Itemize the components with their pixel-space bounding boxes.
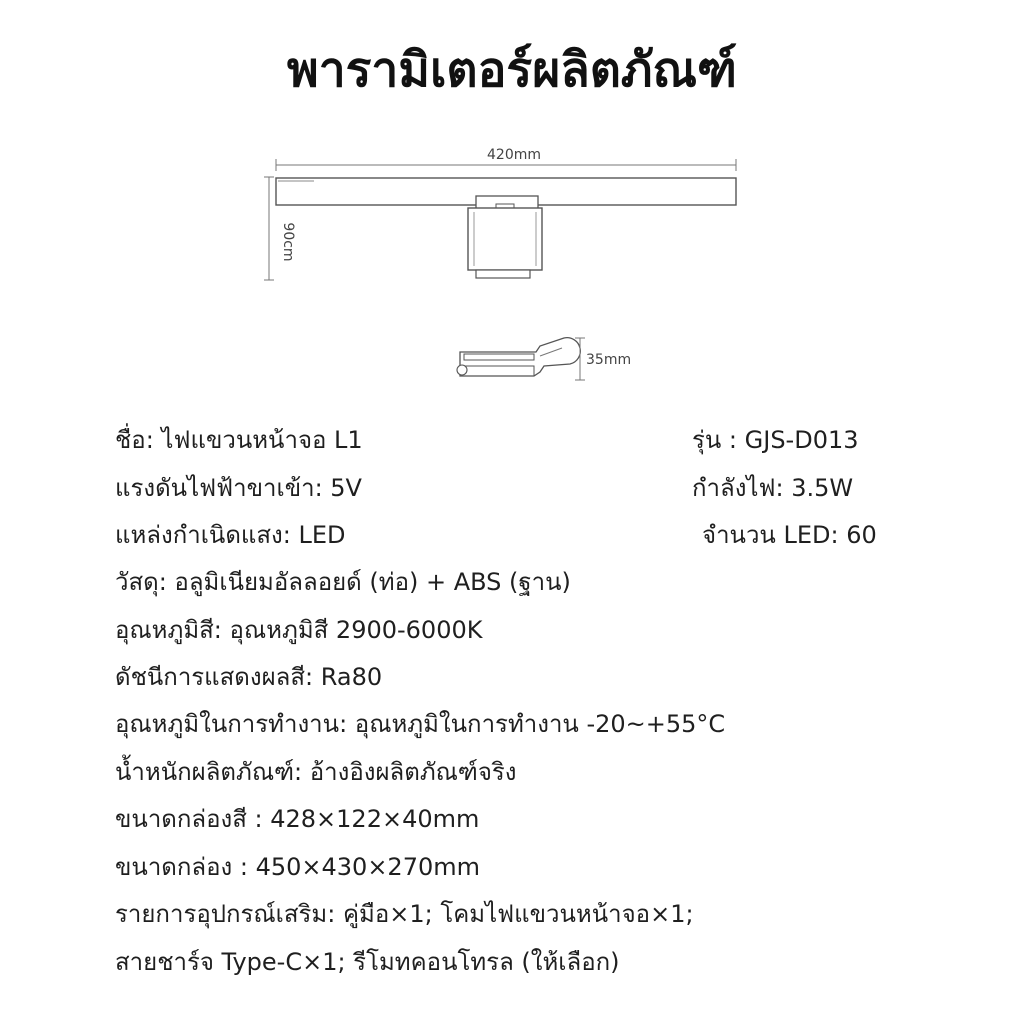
page-title: พารามิเตอร์ผลิตภัณฑ์	[287, 42, 737, 98]
spec-color-temperature: อุณหภูมิสี: อุณหภูมิสี 2900-6000K	[115, 616, 483, 644]
spec-model: รุ่น : GJS-D013	[692, 426, 859, 454]
spec-name: ชื่อ: ไฟแขวนหน้าจอ L1	[115, 426, 363, 454]
spec-led-count: จำนวน LED: 60	[702, 521, 877, 549]
spec-weight: น้ำหนักผลิตภัณฑ์: อ้างอิงผลิตภัณฑ์จริง	[115, 758, 517, 786]
depth-dimension-label: 35mm	[586, 352, 632, 368]
height-dimension-label: 90cm	[280, 222, 296, 262]
side-view-diagram	[440, 326, 650, 396]
spec-box-size: ขนาดกล่อง : 450×430×270mm	[115, 853, 480, 881]
spec-light-source: แหล่งกำเนิดแสง: LED	[115, 521, 346, 549]
front-view-diagram	[262, 140, 752, 290]
spec-color-box-size: ขนาดกล่องสี : 428×122×40mm	[115, 805, 480, 833]
spec-power: กำลังไฟ: 3.5W	[692, 474, 854, 502]
spec-accessories-line1: รายการอุปกรณ์เสริม: คู่มือ×1; โคมไฟแขวนหน้าจอ×1;	[115, 900, 694, 928]
width-dimension-label: 420mm	[487, 147, 541, 163]
spec-accessories-line2: สายชาร์จ Type-C×1; รีโมทคอนโทรล (ให้เลือก)	[115, 948, 620, 976]
spec-cri: ดัชนีการแสดงผลสี: Ra80	[115, 663, 383, 691]
spec-material: วัสดุ: อลูมิเนียมอัลลอยด์ (ท่อ) + ABS (ฐาน)	[115, 568, 571, 596]
spec-voltage: แรงดันไฟฟ้าขาเข้า: 5V	[115, 474, 362, 502]
spec-operating-temperature: อุณหภูมิในการทำงาน: อุณหภูมิในการทำงาน -20~+55°C	[115, 710, 726, 738]
